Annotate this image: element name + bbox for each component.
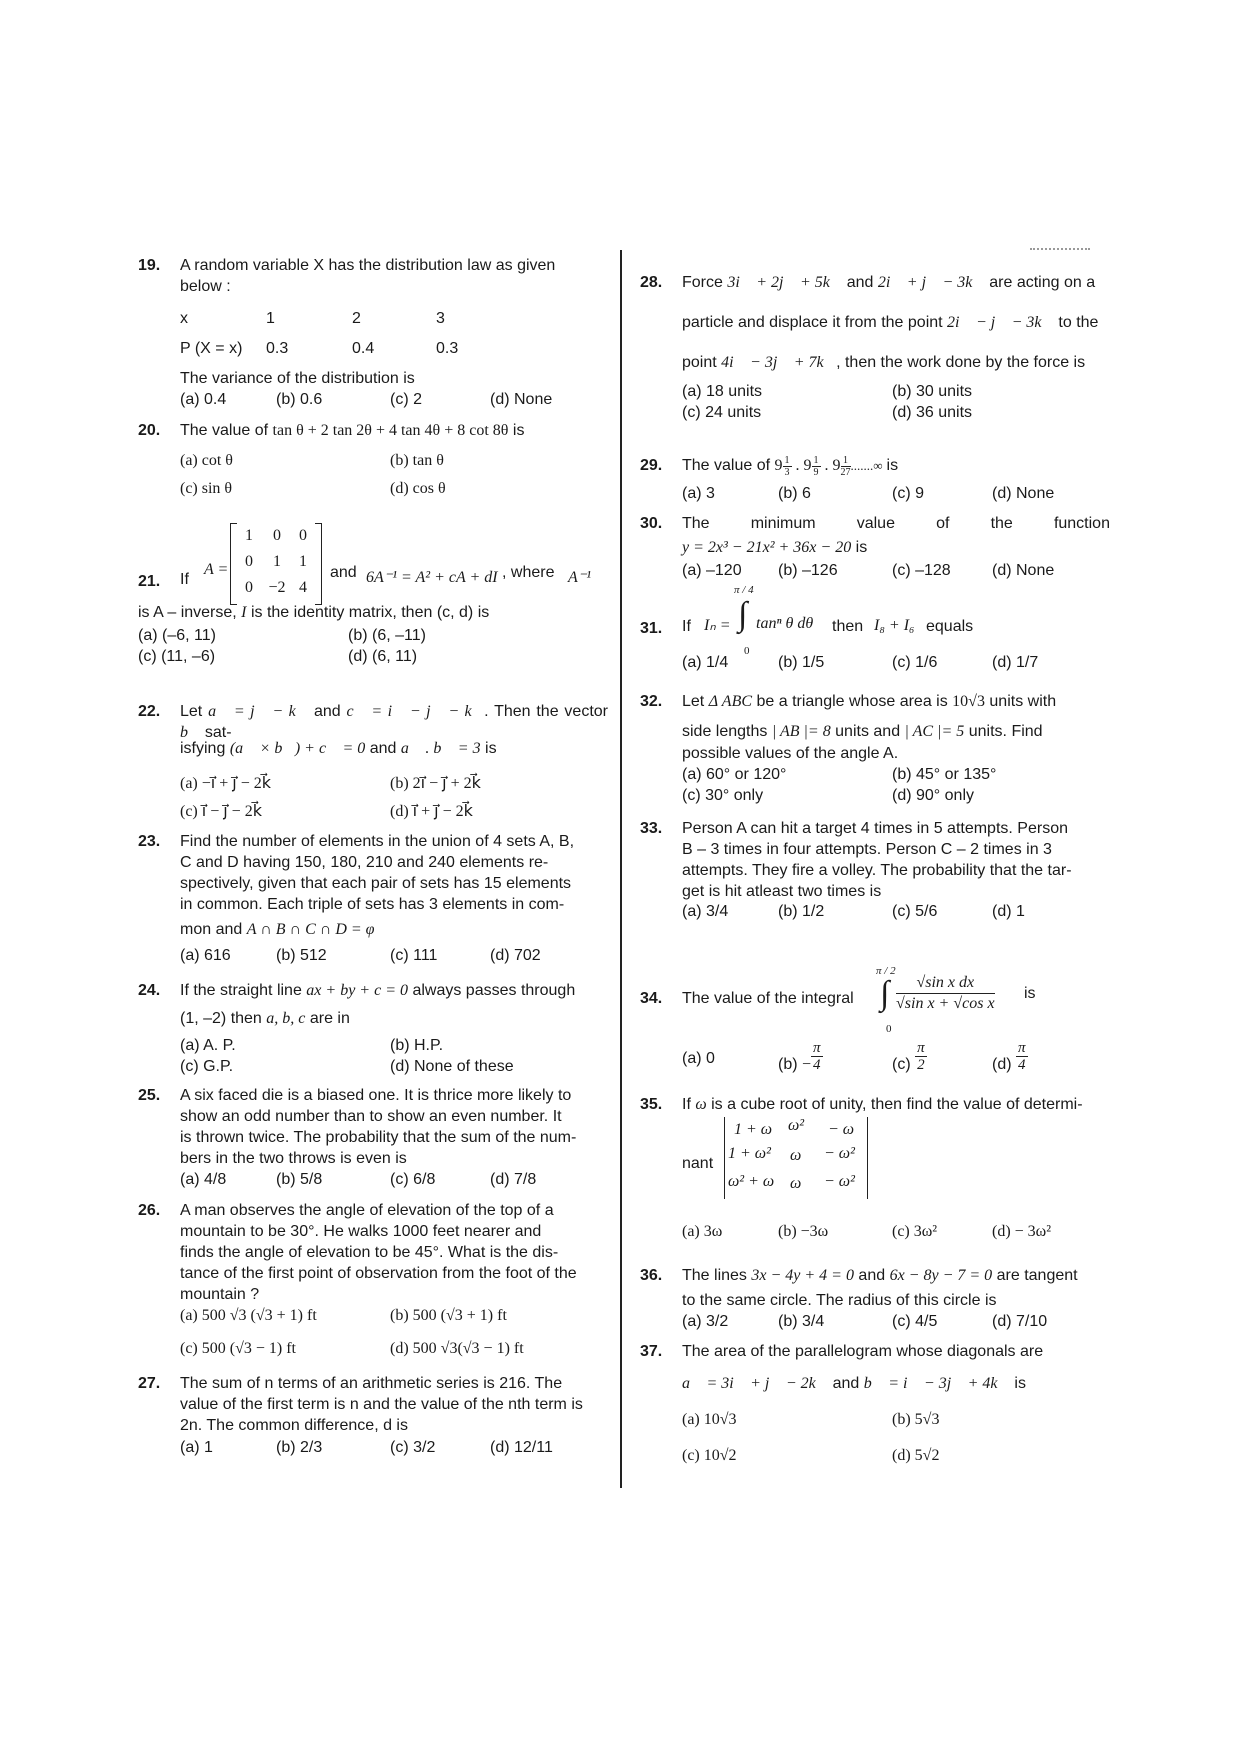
question-number: 26. xyxy=(138,1202,161,1219)
option-d: (d) 36 units xyxy=(892,404,973,421)
question-text: Let Δ ABC be a triangle whose area is 10√3 units with xyxy=(682,693,1057,710)
question-text: The lines 3x − 4y + 4 = 0 and 6x − 8y − 7 = 0 are tangent xyxy=(682,1267,1078,1284)
question-21-line2: is A – inverse, I is the identity matrix, then (c, d) is xyxy=(138,604,490,621)
question-34 xyxy=(640,988,1110,1010)
question-number: 37. xyxy=(640,1343,663,1360)
question-text: Person A can hit a target 4 times in 5 attempts. Person B – 3 times in four attempts. Person C – 2 times in 3 attempts. They fire a volley. The probability that the tar- get is hit atleast two times is xyxy=(682,820,1072,900)
question-text: Let a⃗ = j⃗ − k⃗ and c⃗ = i⃗ − j⃗ − k⃗. Then the vector b⃗ sat- xyxy=(180,703,609,741)
equation: 6A⁻¹ = A² + cA + dI xyxy=(366,569,498,586)
option-c: (c) 9 xyxy=(892,485,924,502)
option-a: (a) cot θ xyxy=(180,452,233,469)
question-number: 32. xyxy=(640,693,663,710)
question-37-line2: a⃗ = 3i⃗ + j⃗ − 2k⃗ and b⃗ = i⃗ − 3j⃗ + 4k⃗ is xyxy=(682,1375,1026,1392)
integral-lower-limit: 0 xyxy=(744,645,750,657)
question-number: 35. xyxy=(640,1096,663,1113)
question-number: 36. xyxy=(640,1267,663,1284)
question-number: 23. xyxy=(138,833,161,850)
option-d: (d) 12/11 xyxy=(490,1439,553,1456)
question-text: A man observes the angle of elevation of the top of a mountain to be 30°. He walks 1000 feet nearer and finds the angle of elevation to be 45°. What is the dis- tance of the first point of observation from the foot of the mountain ? xyxy=(180,1202,577,1303)
option-d: (d) 7/8 xyxy=(490,1171,537,1188)
option-a: (a) 60° or 120° xyxy=(682,766,787,783)
header-mark xyxy=(1030,248,1090,250)
option-c: (c) (11, –6) xyxy=(138,648,216,665)
integrand-fraction: $\frac{\text{√sin x dx}}{\text{√sin x + √cos x}}$ xyxy=(896,974,995,1012)
question-text: The sum of n terms of an arithmetic series is 216. The value of the first term is n and the value of the nth term is 2n. The common difference, d is xyxy=(180,1375,583,1434)
option-a: (a) 4/8 xyxy=(180,1171,227,1188)
option-c: (c) 5/6 xyxy=(892,903,938,920)
question-30-line2: y = 2x³ − 21x² + 36x − 20 is xyxy=(682,539,868,556)
question-number: 22. xyxy=(138,703,161,720)
option-c: (c) 6/8 xyxy=(390,1171,436,1188)
question-text: The value of 9 $\frac{1}{3}$ . 9 $\frac{1}{9}$ . 9 $\frac{1}{27}$ .......∞ is xyxy=(682,455,899,478)
option-b: (b) 1/5 xyxy=(778,654,825,671)
option-b: (b) 1/2 xyxy=(778,903,825,920)
option-c: (c) –128 xyxy=(892,562,951,579)
option-d: (d) None of these xyxy=(390,1058,514,1075)
option-d: (d) − 3ω² xyxy=(992,1223,1052,1240)
question-23-last-line: mon and A ∩ B ∩ C ∩ D = φ xyxy=(180,921,375,938)
option-c: (c) 111 xyxy=(390,947,438,964)
a-inverse: A⁻¹ xyxy=(568,569,592,586)
option-d: (d) 702 xyxy=(490,947,541,964)
options-34 xyxy=(682,1040,1110,1080)
question-text: Find the number of elements in the union of 4 sets A, B, C and D having 150, 180, 210 and 240 elements re- spectively, given that each pair of sets has 15 elements in common. Each triple of sets has 3 elements in com- xyxy=(180,833,575,913)
question-28-line2: particle and displace it from the point 2i⃗ − j⃗ − 3k⃗ to the xyxy=(682,314,1099,331)
option-b: (b) 2i⃗ − j⃗ + 2k⃗ xyxy=(390,775,481,792)
option-a: (a) −i⃗ + j⃗ − 2k⃗ xyxy=(180,775,271,792)
option-a: (a) 10√3 xyxy=(682,1411,737,1428)
option-b: (b) tan θ xyxy=(390,452,444,469)
determinant-bar-right xyxy=(867,1117,868,1199)
question-text: The area of the parallelogram whose diagonals are xyxy=(682,1343,1044,1360)
option-a: (a) –120 xyxy=(682,562,742,579)
option-c: (c) 1/6 xyxy=(892,654,938,671)
option-c: (c) 500 (√3 − 1) ft xyxy=(180,1340,296,1357)
integral-sign: ∫ xyxy=(880,975,890,1012)
option-b: (b) 6 xyxy=(778,485,811,502)
option-d: (d) 7/10 xyxy=(992,1313,1048,1330)
question-24-line2: (1, –2) then a, b, c are in xyxy=(180,1010,350,1027)
option-b: (b) 5/8 xyxy=(276,1171,323,1188)
expression: tan θ + 2 tan 2θ + 4 tan 4θ + 8 cot 8θ xyxy=(272,422,509,439)
integral-lower-limit: 0 xyxy=(886,1023,892,1035)
option-d: (d) i⃗ + j⃗ − 2k⃗ xyxy=(390,803,473,820)
question-number: 29. xyxy=(640,457,663,474)
if-word: If xyxy=(180,571,189,588)
question-text: The value of the integral xyxy=(682,990,854,1007)
question-number: 21. xyxy=(138,573,161,590)
option-a: (a) 616 xyxy=(180,947,231,964)
option-d: (d) 90° only xyxy=(892,787,974,804)
option-d: (d) None xyxy=(490,391,553,408)
option-a: (a) 1 xyxy=(180,1439,213,1456)
question-number: 19. xyxy=(138,257,161,274)
integral-upper-limit: π / 2 xyxy=(876,965,896,977)
option-a: (a) 3/2 xyxy=(682,1313,729,1330)
question-text: The minimum value of the function xyxy=(682,515,1110,532)
option-b: (b) 2/3 xyxy=(276,1439,323,1456)
option-b: (b) –126 xyxy=(778,562,838,579)
option-a: (a) 1/4 xyxy=(682,654,729,671)
nant-word: nant xyxy=(682,1155,714,1172)
document-page: 19. A random variable X has the distribution law as given below : x 1 2 3 P (X = x) 0.3 0.4 0.3 The variance of the distribution is (a) 0.4 (b) 0.6 (c) 2 (d) None 20. The value of tan θ + 2 tan 2θ + 4 tan 4θ + 8 cot 8θ is (a) cot θ (b) tan θ (c) sin θ (d) cos θ 21. If A = 1 0 0 0 1 1 0 −2 4 and 6A⁻¹ = A² + cA + dI , where A⁻¹ is A – inverse, I is the identity matrix, then (c, d) is (a) (–6, 11) (b) (6, –11) (c) (11, –6) (d) (6, 11) 22. Let a⃗ = j⃗ − k⃗ and c⃗ = i⃗ − j⃗ − k⃗. Then the vector b⃗ sat- isfying (a⃗ × b⃗) + c⃗ = 0 and a⃗ . b⃗ = 3 is (a) −i⃗ + j⃗ − 2k⃗ (b) 2i⃗ − j⃗ + 2k⃗ (c) i⃗ − j⃗ − 2k⃗ (d) i⃗ + j⃗ − 2k⃗ 23. Find the number of elements in the union of 4 sets A, B, C and D having 150, 180, 210 and 240 elements re- spectively, given that each pair of sets has 15 elements in common. Each triple of sets has 3 elements in com- mon and A ∩ B ∩ C ∩ D = φ (a) 616 (b) 512 (c) 111 (d) 702 24. If the straight line ax + by + c = 0 always passes through (1, –2) then a, b, c are in (a) A. P. (b) H.P. (c) G.P. (d) None of these 25. A six faced die is a biased one. It is thrice more likely to show an odd number than to show an even number. It is thrown twice. The probability that the sum of the num- bers in the two throws is even is (a) 4/8 (b) 5/8 (c) 6/8 (d) 7/8 26. A man observes the angle of elevation of the top of a mountain to be 30°. He walks 1000 feet nearer and finds the angle of elevation to be 45°. What is the dis- tance of the first point of observation from the foot of the mountain ? (a) 500 √3 (√3 + 1) ft (b) 500 (√3 + 1) ft (c) 500 (√3 − 1) ft (d) 500 √3(√3 − 1) ft 27. The sum of n terms of an arithmetic series is 216. The value of the first term is n and the value of the nth term is 2n. The common difference, d is (a) 1 (b) 2/3 (c) 3/2 (d) 12/11 28. Force 3i⃗ + 2j⃗ + 5k⃗ and 2i⃗ + j⃗ − 3k⃗ are acting on a particle and displace it from the point 2i⃗ − j⃗ − 3k⃗ to the point 4i⃗ − 3j⃗ + 7k⃗, then the work done by the force is (a) 18 units (b) 30 units (c) 24 units (d) 36 units 29. The value of 9 $\frac{1}{3}$ . 9 $\frac{1}{9}$ . 9 $\frac{1}{27}$ .......∞ is (a) 3 (b) 6 (c) 9 (d) None 30. The minimum value of the function y = 2x³ − 21x² + 36x − 20 is (a) –120 (b) –126 (c) –128 (d) None 31. If Iₙ = π / 4 ∫ 0 tanⁿ θ dθ then I₈ + I₆ equals (a) 1/4 (b) 1/5 (c) 1/6 (d) 1/7 32. Let Δ ABC be a triangle whose area is 10√3 units with side lengths | AB |= 8 units and | AC |= 5 units. Find possible values of the angle A. (a) 60° or 120° (b) 45° or 135° (c) 30° only (d) 90° only 33. Person A can hit a target 4 times in 5 attempts. Person B – 3 times in four attempts. Person C – 2 times in 3 attempts. They fire a volley. The probability that the tar- get is hit atleast two times is (a) 3/4 (b) 1/2 (c) 5/6 (d) 1 34. The value of the integral π / 2 ∫ 0 $\frac{\text{√sin x dx}}{\text{√sin x + √cos x}}$ is (a) 0 (b) − $\frac{\pi}{4}$ (c) $\frac{\pi}{2}$ (d) $\frac{\pi}{4}$ 35. If ω is a cube root of unity, then find the value of determi- nant 1 + ω ω² − ω 1 + ω² ω − ω² ω² + ω ω − ω² (a) 3ω (b) −3ω (c) 3ω² (d) − 3ω² 36. The lines 3x − 4y + 4 = 0 and 6x − 8y − 7 = 0 are tangent to the same circle. The radius of this circle is (a) 3/2 (b) 3/4 (c) 4/5 (d) 7/10 37. The area of the parallelogram whose diagonals are a⃗ = 3i⃗ + j⃗ − 2k⃗ and b⃗ = i⃗ − 3j⃗ + 4k⃗ is (a) 10√3 (b) 5√3 (c) 10√2 (d) 5√2 xyxy=(0,0,1240,1755)
option-b: (b) −3ω xyxy=(778,1223,829,1240)
option-d: (d) None xyxy=(992,562,1055,579)
integral-upper-limit: π / 4 xyxy=(734,584,754,596)
question-text: Force 3i⃗ + 2j⃗ + 5k⃗ and 2i⃗ + j⃗ − 3k⃗ are acting on a xyxy=(682,274,1096,291)
option-b: (b) 500 (√3 + 1) ft xyxy=(390,1307,507,1324)
power-series: 9 $\frac{1}{3}$ . 9 $\frac{1}{9}$ . 9 $\frac{1}{27}$ .......∞ xyxy=(774,455,883,478)
question-text: A random variable X has the distribution law as given below : xyxy=(180,257,556,295)
option-a: (a) (–6, 11) xyxy=(138,627,216,644)
question-32-line2: side lengths | AB |= 8 units and | AC |= 5 units. Find xyxy=(682,723,1043,740)
option-a: (a) 3/4 xyxy=(682,903,729,920)
question-number: 30. xyxy=(640,515,663,532)
question-36-line2: to the same circle. The radius of this circle is xyxy=(682,1292,997,1309)
option-b: (b) 3/4 xyxy=(778,1313,825,1330)
column-divider xyxy=(620,250,622,1488)
option-d: (d) 1/7 xyxy=(992,654,1039,671)
option-b: (b) H.P. xyxy=(390,1037,444,1054)
question-text: If the straight line ax + by + c = 0 always passes through xyxy=(180,982,576,999)
option-a: (a) 3 xyxy=(682,485,715,502)
option-b: (b) 30 units xyxy=(892,383,973,400)
option-b: (b) (6, –11) xyxy=(348,627,426,644)
question-22-line2: isfying (a⃗ × b⃗) + c⃗ = 0 and a⃗ . b⃗ = 3 is xyxy=(180,740,497,757)
option-a: (a) 3ω xyxy=(682,1223,723,1240)
option-c: (c) $\frac{\pi}{2}$ xyxy=(892,1040,925,1073)
option-d: (d) None xyxy=(992,485,1055,502)
option-c: (c) 4/5 xyxy=(892,1313,938,1330)
option-a: (a) A. P. xyxy=(180,1037,236,1054)
option-c: (c) 3ω² xyxy=(892,1223,938,1240)
option-c: (c) 10√2 xyxy=(682,1447,737,1464)
question-32-line3: possible values of the angle A. xyxy=(682,745,899,762)
question-number: 34. xyxy=(640,990,663,1007)
question-28-line3: point 4i⃗ − 3j⃗ + 7k⃗, then the work done by the force is xyxy=(682,354,1086,371)
option-c: (c) i⃗ − j⃗ − 2k⃗ xyxy=(180,803,262,820)
option-b: (b) 45° or 135° xyxy=(892,766,997,783)
option-c: (c) sin θ xyxy=(180,480,233,497)
question-number: 27. xyxy=(138,1375,161,1392)
option-c: (c) 30° only xyxy=(682,787,764,804)
option-a: (a) 0.4 xyxy=(180,391,227,408)
question-text: The value of tan θ + 2 tan 2θ + 4 tan 4θ + 8 cot 8θ is xyxy=(180,422,525,439)
matrix-bracket-right xyxy=(315,523,322,605)
option-b: (b) 5√3 xyxy=(892,1411,940,1428)
question-text: A six faced die is a biased one. It is thrice more likely to show an odd number than to show an even number. It is thrown twice. The probability that the sum of the num- bers in the two throws is even is xyxy=(180,1087,577,1167)
option-b: (b) − $\frac{\pi}{4}$ xyxy=(778,1040,821,1073)
option-a: (a) 500 √3 (√3 + 1) ft xyxy=(180,1307,317,1324)
question-text: If ω is a cube root of unity, then find the value of determi- xyxy=(682,1096,1083,1113)
option-c: (c) 2 xyxy=(390,391,422,408)
option-c: (c) 24 units xyxy=(682,404,762,421)
question-text: The variance of the distribution is xyxy=(180,370,415,387)
option-d: (d) cos θ xyxy=(390,480,446,497)
determinant-bar-left xyxy=(724,1117,725,1199)
question-number: 33. xyxy=(640,820,663,837)
question-number: 20. xyxy=(138,422,161,439)
question-number: 24. xyxy=(138,982,161,999)
option-d: (d) 5√2 xyxy=(892,1447,940,1464)
option-d: (d) (6, 11) xyxy=(348,648,418,665)
integral-sign: ∫ xyxy=(738,596,748,633)
option-b: (b) 512 xyxy=(276,947,327,964)
option-d: (d) 1 xyxy=(992,903,1025,920)
determinant: 1 + ω ω² − ω 1 + ω² ω − ω² ω² + ω ω − ω² xyxy=(724,1117,868,1199)
option-a: (a) 0 xyxy=(682,1050,715,1067)
option-b: (b) 0.6 xyxy=(276,391,323,408)
option-c: (c) G.P. xyxy=(180,1058,234,1075)
option-c: (c) 3/2 xyxy=(390,1439,436,1456)
question-number: 28. xyxy=(640,274,663,291)
matrix-a-label: A = xyxy=(204,561,229,578)
integrand: tanⁿ θ dθ xyxy=(756,615,814,632)
question-number: 31. xyxy=(640,620,663,637)
option-d: (d) $\frac{\pi}{4}$ xyxy=(992,1040,1026,1073)
matrix-a: 1 0 0 0 1 1 0 −2 4 xyxy=(230,523,322,605)
option-d: (d) 500 √3(√3 − 1) ft xyxy=(390,1340,524,1357)
option-a: (a) 18 units xyxy=(682,383,763,400)
question-number: 25. xyxy=(138,1087,161,1104)
